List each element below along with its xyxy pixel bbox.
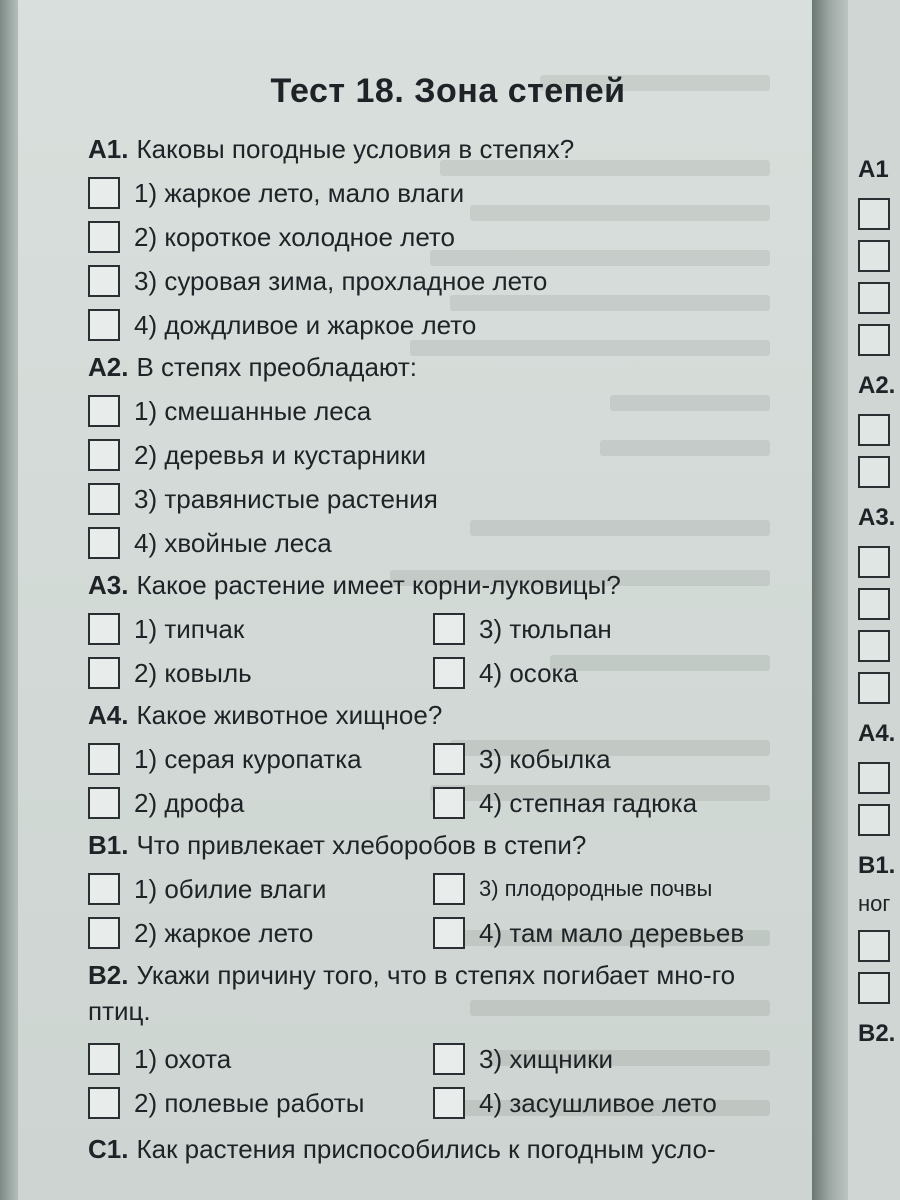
question-b2-header	[88, 957, 768, 1037]
question-number: В1.	[88, 830, 129, 860]
answer-checkbox[interactable]	[88, 265, 120, 297]
question-number: А2.	[88, 352, 129, 382]
answer-option[interactable]	[433, 737, 808, 781]
answer-option[interactable]	[88, 651, 433, 695]
question-a1-header	[88, 129, 808, 171]
answer-checkbox[interactable]	[88, 177, 120, 209]
answer-checkbox[interactable]	[88, 309, 120, 341]
answer-checkbox[interactable]	[88, 1043, 120, 1075]
answer-option[interactable]	[433, 867, 808, 911]
options-grid	[88, 867, 808, 955]
answer-checkbox[interactable]	[88, 917, 120, 949]
test-content	[88, 55, 808, 1169]
answer-checkbox[interactable]	[433, 917, 465, 949]
answer-option[interactable]	[433, 607, 808, 651]
answer-checkbox[interactable]	[88, 787, 120, 819]
next-page-label: В1.	[858, 852, 896, 879]
option-label: 3) плодородные почвы	[479, 876, 713, 901]
next-page-label: В2.	[858, 1020, 896, 1047]
answer-checkbox	[858, 456, 890, 488]
question-text: Каковы погодные условия в степях?	[136, 134, 575, 164]
answer-checkbox	[858, 762, 890, 794]
answer-option[interactable]	[88, 911, 433, 955]
answer-option[interactable]	[433, 911, 808, 955]
answer-option[interactable]	[88, 1081, 433, 1125]
question-text: В степях преобладают:	[136, 352, 417, 382]
question-number: А1.	[88, 134, 129, 164]
option-label: 2) деревья и кустарники	[134, 440, 426, 470]
answer-checkbox	[858, 804, 890, 836]
answer-checkbox	[858, 324, 890, 356]
answer-option[interactable]	[88, 171, 808, 215]
question-text: Какое животное хищное?	[136, 700, 443, 730]
answer-checkbox[interactable]	[88, 483, 120, 515]
answer-option[interactable]	[88, 303, 808, 347]
answer-option[interactable]	[88, 737, 433, 781]
question-a4	[88, 695, 808, 825]
option-label: 3) травянистые растения	[134, 484, 438, 514]
options-grid	[88, 1037, 808, 1125]
question-number: С1.	[88, 1134, 129, 1164]
answer-checkbox	[858, 546, 890, 578]
option-label: 2) короткое холодное лето	[134, 222, 456, 252]
answer-checkbox	[858, 588, 890, 620]
option-label: 2) полевые работы	[134, 1088, 365, 1118]
question-number: А3.	[88, 570, 129, 600]
question-text: Как растения приспособились к погодным усло-	[136, 1134, 716, 1164]
next-page-edge	[848, 0, 900, 1200]
option-label: 3) кобылка	[479, 744, 611, 774]
option-label: 1) жаркое лето, мало влаги	[134, 178, 465, 208]
question-a3-header	[88, 565, 808, 607]
next-page-fragments	[858, 150, 895, 1054]
option-label: 4) хвойные леса	[134, 528, 332, 558]
option-label: 1) охота	[134, 1044, 232, 1074]
answer-checkbox[interactable]	[88, 873, 120, 905]
page-title: Тест 18. Зона степей	[270, 72, 626, 110]
answer-checkbox[interactable]	[88, 395, 120, 427]
question-number: В2.	[88, 960, 129, 990]
answer-checkbox	[858, 282, 890, 314]
option-label: 4) дождливое и жаркое лето	[134, 310, 477, 340]
answer-option[interactable]	[88, 433, 808, 477]
option-label: 2) дрофа	[134, 788, 245, 818]
answer-option[interactable]	[88, 259, 808, 303]
options-grid	[88, 607, 808, 695]
answer-checkbox[interactable]	[88, 527, 120, 559]
question-b1	[88, 825, 808, 955]
next-page-text: ног	[858, 891, 891, 916]
options-grid	[88, 737, 808, 825]
option-label: 4) засушливое лето	[479, 1088, 717, 1118]
question-a3	[88, 565, 808, 695]
answer-checkbox	[858, 240, 890, 272]
answer-checkbox[interactable]	[433, 787, 465, 819]
question-text: Какое растение имеет корни-луковицы?	[136, 570, 621, 600]
option-label: 4) там мало деревьев	[479, 918, 745, 948]
answer-option[interactable]	[433, 1081, 808, 1125]
question-text: Укажи причину того, что в степях погибает мно-го птиц.	[88, 960, 736, 1026]
answer-checkbox[interactable]	[433, 657, 465, 689]
answer-option[interactable]	[88, 389, 808, 433]
answer-checkbox[interactable]	[433, 613, 465, 645]
answer-checkbox[interactable]	[433, 1087, 465, 1119]
question-number: А4.	[88, 700, 129, 730]
question-a2-header	[88, 347, 808, 389]
answer-checkbox	[858, 972, 890, 1004]
question-a1	[88, 129, 808, 347]
book-gutter	[812, 0, 852, 1200]
answer-checkbox[interactable]	[88, 439, 120, 471]
answer-option[interactable]	[88, 215, 808, 259]
answer-option[interactable]	[433, 651, 808, 695]
answer-option[interactable]	[88, 867, 433, 911]
answer-checkbox[interactable]	[433, 743, 465, 775]
question-b1-header	[88, 825, 808, 867]
option-label: 4) степная гадюка	[479, 788, 698, 818]
option-label: 1) типчак	[134, 614, 245, 644]
answer-checkbox[interactable]	[88, 657, 120, 689]
option-label: 3) суровая зима, прохладное лето	[134, 266, 548, 296]
option-label: 1) серая куропатка	[134, 744, 362, 774]
answer-option[interactable]	[88, 607, 433, 651]
answer-checkbox	[858, 630, 890, 662]
next-page-label: А2.	[858, 372, 896, 399]
option-label: 4) осока	[479, 658, 578, 688]
option-label: 2) жаркое лето	[134, 918, 314, 948]
option-label: 1) смешанные леса	[134, 396, 372, 426]
option-label: 1) обилие влаги	[134, 874, 327, 904]
option-label: 3) хищники	[479, 1044, 614, 1074]
answer-option[interactable]	[88, 781, 433, 825]
next-page-label: А4.	[858, 720, 896, 747]
question-text: Что привлекает хлеборобов в степи?	[136, 830, 587, 860]
answer-checkbox	[858, 672, 890, 704]
answer-option[interactable]	[88, 477, 808, 521]
answer-checkbox[interactable]	[88, 221, 120, 253]
option-label: 2) ковыль	[134, 658, 252, 688]
question-c1-header	[88, 1129, 808, 1169]
answer-checkbox[interactable]	[88, 613, 120, 645]
answer-checkbox[interactable]	[88, 743, 120, 775]
answer-option[interactable]	[433, 781, 808, 825]
answer-option[interactable]	[88, 521, 808, 565]
option-label: 3) тюльпан	[479, 614, 612, 644]
question-a4-header	[88, 695, 808, 737]
answer-checkbox[interactable]	[433, 873, 465, 905]
answer-checkbox	[858, 930, 890, 962]
answer-option[interactable]	[88, 1037, 433, 1081]
next-page-label: А1	[858, 156, 889, 183]
test-page	[18, 0, 830, 1200]
answer-checkbox	[858, 198, 890, 230]
answer-checkbox[interactable]	[88, 1087, 120, 1119]
question-b2	[88, 957, 808, 1125]
answer-checkbox	[858, 414, 890, 446]
next-page-label: А3.	[858, 504, 896, 531]
question-a2	[88, 347, 808, 565]
answer-option[interactable]	[433, 1037, 808, 1081]
answer-checkbox[interactable]	[433, 1043, 465, 1075]
